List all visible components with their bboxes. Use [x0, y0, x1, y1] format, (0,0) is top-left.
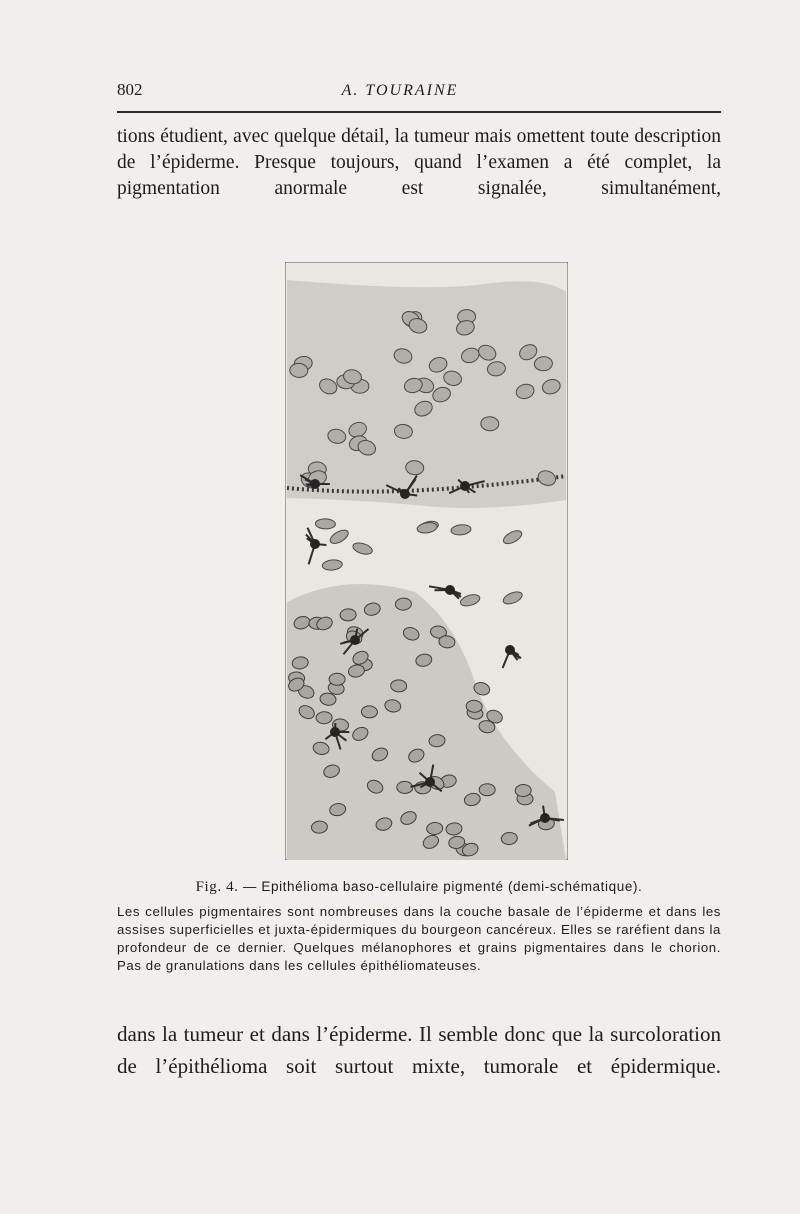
paragraph-bottom: dans la tumeur et dans l’épiderme. Il semble donc que la surcoloration de l’épithélioma soit surtout mixte, tumorale et épidermique.	[117, 1022, 721, 1078]
histology-figure	[285, 262, 568, 860]
cell-nucleus	[361, 706, 377, 719]
melanophore	[330, 727, 340, 737]
header-rule	[117, 111, 721, 113]
figure-caption-title	[117, 879, 721, 896]
melanophore	[400, 489, 410, 499]
cell-nucleus	[396, 781, 413, 794]
cell-nucleus	[395, 598, 412, 611]
cell-nucleus	[316, 711, 332, 724]
page-number: 802	[117, 80, 143, 99]
melanophore	[350, 635, 360, 645]
melanophore	[540, 813, 550, 823]
melanophore	[310, 539, 320, 549]
melanophore	[445, 585, 455, 595]
cell-nucleus	[329, 673, 345, 685]
cell-nucleus	[315, 519, 335, 530]
melanophore	[505, 645, 515, 655]
histology-drawing	[285, 262, 568, 860]
figure-caption-text: Les cellules pigmentaires sont nombreuses dans la couche basale de l’épiderme et dans les assises superficielles et juxta-épidermiques du bourgeon cancéreux. Elles se raréfient dans la profondeur de ce dernier. Quelques mélanophores et grains pigmentaires dans le chorion. Pas de granulations dans les cellules épithéliomateuses.	[117, 904, 721, 973]
cell-nucleus	[340, 609, 356, 622]
figure-caption-heading: — Epithélioma baso-cellulaire pigmenté (demi-schématique).	[242, 879, 643, 894]
cell-nucleus	[479, 784, 495, 796]
paragraph-top: tions étudient, avec quelque détail, la tumeur mais omettent toute description de l’épiderme. Presque toujours, quand l’examen a été complet, la pigmentation anormale est signalée, simultanément,	[117, 126, 721, 199]
melanophore	[310, 479, 320, 489]
figure-label: Fig. 4.	[195, 879, 239, 895]
melanophore	[460, 481, 470, 491]
melanophore	[425, 777, 435, 787]
running-head: A. TOURAINE	[341, 82, 459, 99]
cell-nucleus	[480, 416, 499, 431]
